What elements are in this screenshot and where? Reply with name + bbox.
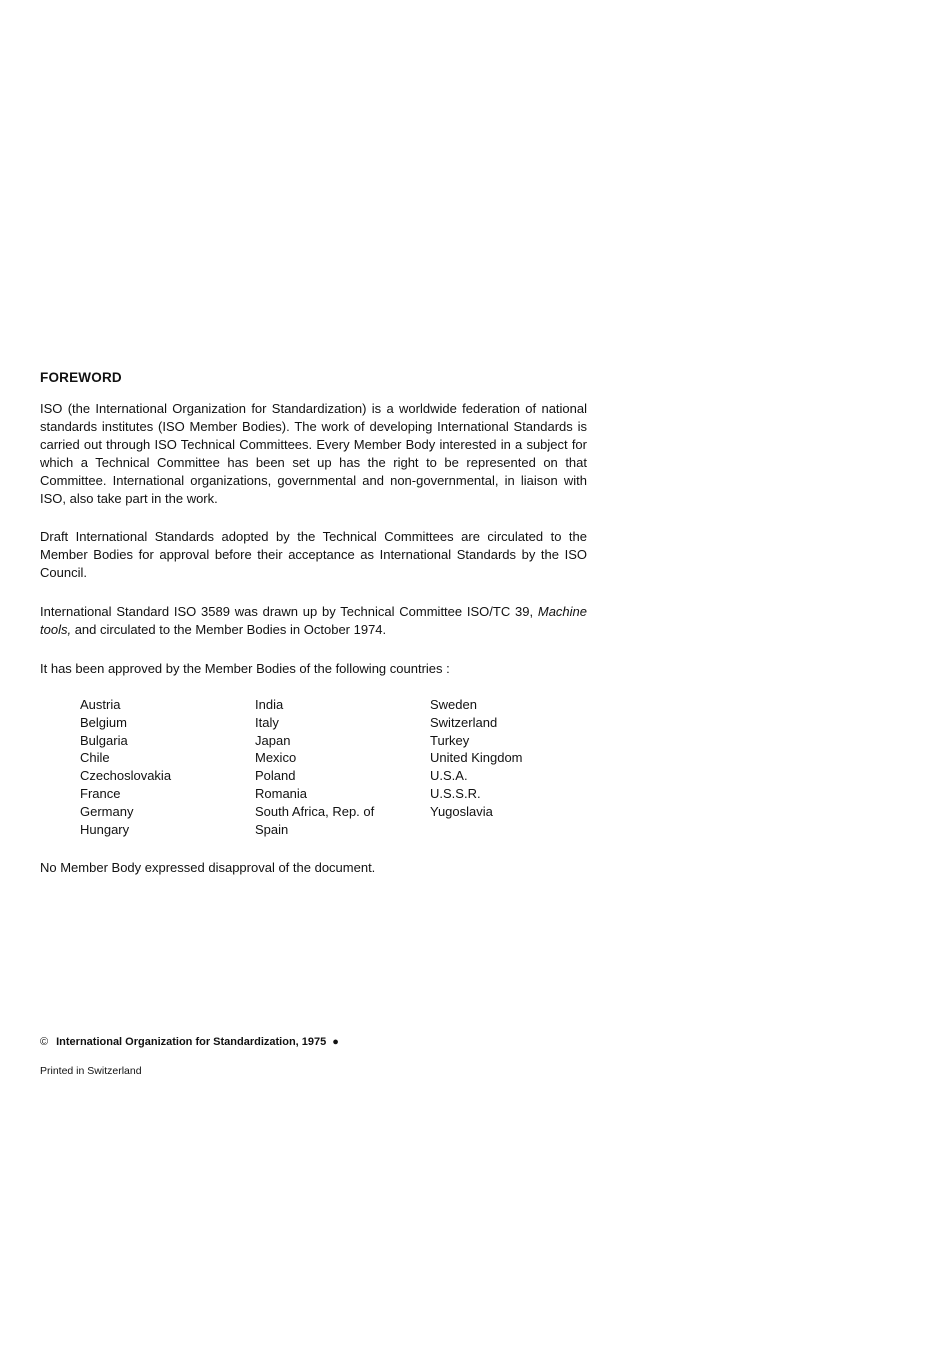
country-item: South Africa, Rep. of (255, 803, 375, 819)
foreword-paragraph-iso-3589 (40, 603, 587, 639)
foreword-paragraph-no-disapproval: No Member Body expressed disapproval of the document. (40, 860, 376, 875)
country-item: Belgium (80, 714, 127, 730)
para3-text-after: and circulated to the Member Bodies in October 1974. (71, 622, 387, 637)
country-item: Czechoslovakia (80, 768, 172, 784)
copyright-notice (40, 1036, 339, 1048)
para3-text-before: International Standard ISO 3589 was drawn up by Technical Committee ISO/TC 39, (40, 604, 538, 619)
country-item: Sweden (430, 697, 477, 712)
copyright-symbol: © (40, 1036, 49, 1048)
country-item: Chile (80, 750, 110, 766)
country-item: Yugoslavia (430, 803, 493, 819)
foreword-paragraph-approval: It has been approved by the Member Bodies of the following countries : (40, 661, 450, 676)
country-item: Switzerland (430, 714, 498, 730)
country-item: Poland (255, 768, 296, 784)
foreword-paragraph-iso-description: ISO (the International Organization for Standardization) is a worldwide federation of national standards institutes (ISO Member Bodies). The work of developing International Standards is carried out through ISO Technical Committees. Every Member Body interested in a subject for which a Technical Committee has been set up has the right to be represented on that Committee. International organizations, governmental and non-governmental, in liaison with ISO, also take part in the work. (40, 401, 587, 506)
country-item: U.S.S.R. (430, 785, 481, 801)
country-item: Mexico (255, 750, 297, 766)
country-item: United Kingdom (430, 750, 523, 766)
country-item: Austria (80, 697, 121, 712)
country-item: Hungary (80, 821, 130, 837)
country-item: Romania (255, 785, 308, 801)
country-item: France (80, 785, 121, 801)
para3-committee-name: Machine tools, (40, 604, 587, 637)
countries-column-1 (80, 696, 171, 838)
foreword-paragraph-draft-standards: Draft International Standards adopted by the Technical Committees are circulated to the Member Bodies for approval before their acceptance as International Standards by the ISO Council. (40, 529, 587, 580)
country-item: India (255, 697, 284, 712)
country-item: Italy (255, 714, 279, 730)
printed-location: Printed in Switzerland (40, 1065, 142, 1077)
country-item: Germany (80, 803, 134, 819)
country-item: Japan (255, 732, 291, 748)
country-item: Bulgaria (80, 732, 128, 748)
country-item: Turkey (430, 732, 470, 748)
foreword-heading: FOREWORD (40, 370, 122, 385)
country-item: Spain (255, 821, 289, 837)
bullet-icon: ● (332, 1036, 339, 1048)
country-item: U.S.A. (430, 768, 468, 784)
countries-column-2 (255, 696, 374, 838)
copyright-text: International Organization for Standardization, 1975 (56, 1036, 327, 1048)
countries-column-3 (430, 696, 523, 821)
